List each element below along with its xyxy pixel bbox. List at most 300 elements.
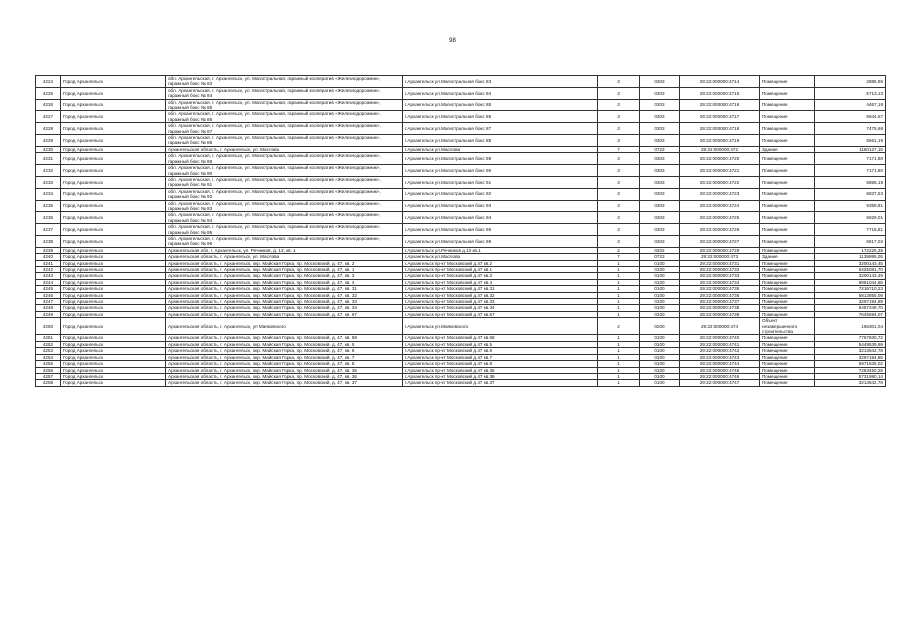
- row-number-cell: 4231: [36, 153, 61, 165]
- cadastral-number-cell: 29:22:000000:4744: [680, 361, 760, 367]
- cadastral-value-cell: 7216710,23: [815, 286, 886, 292]
- full-address-cell: обл. Архангельская, г. Архангельск, ул. Магистральная, гаражный кооператив «Железнодорожник», гаражный бокс № 92: [166, 188, 403, 200]
- cadastral-number-cell: 29:22:000000:4732: [680, 267, 760, 273]
- full-address-cell: Архангельская область, г. Архангельск, ул. Маслова: [166, 146, 403, 152]
- full-address-cell: Архангельская область, г. Архангельск, окр. Майская Горка, пр. Московский, д. 47, кв. 33: [166, 299, 403, 305]
- full-address-cell: обл. Архангельская, г. Архангельск, ул. Магистральная, гаражный кооператив «Железнодорожник», гаражный бокс № 88: [166, 135, 403, 147]
- cadastral-number-cell: 29:22:000000:4726: [680, 224, 760, 236]
- municipality-cell: Город Архангельск: [61, 165, 166, 177]
- type-code-cell: 0303: [640, 176, 680, 188]
- cadastral-value-cell: 7263450,28: [815, 367, 886, 373]
- short-address-cell: г.Архангельск пр-кт Московский д.47 кв.36: [403, 373, 598, 379]
- row-number-cell: 4229: [36, 135, 61, 147]
- cadastral-number-cell: 29:22:000000:4738: [680, 305, 760, 311]
- object-type-cell: Помещение: [760, 286, 815, 292]
- full-address-cell: обл. Архангельская, г. Архангельск, ул. Магистральная, гаражный кооператив «Железнодорожник», гаражный бокс № 83: [166, 76, 403, 88]
- cadastral-number-cell: 29:22:000000:4741: [680, 341, 760, 347]
- type-code-cell: 0303: [640, 123, 680, 135]
- object-type-cell: Помещение: [760, 235, 815, 247]
- cadastral-number-cell: 29:22:000000:474: [680, 318, 760, 335]
- table-row: [36, 76, 886, 88]
- cadastral-number-cell: 29:22:000000:4724: [680, 200, 760, 212]
- type-code-cell: 0100: [640, 373, 680, 379]
- municipality-cell: Город Архангельск: [61, 212, 166, 224]
- cadastral-number-cell: 29:22:000000:4742: [680, 348, 760, 354]
- table-row: [36, 176, 886, 188]
- short-address-cell: г.Архангельск ул.Магистральная бокс 91: [403, 176, 598, 188]
- short-address-cell: г.Архангельск ул.Магистральная бокс 95: [403, 224, 598, 236]
- type-code-cell: 0100: [640, 279, 680, 285]
- cadastral-value-cell: 5425081,70: [815, 267, 886, 273]
- cadastral-value-cell: 2886,96: [815, 76, 886, 88]
- full-address-cell: Архангельская область, г. Архангельск, окр. Майская Горка, пр. Московский, д. 47, кв. 68: [166, 335, 403, 341]
- full-address-cell: Архангельская область, г. Архангельск, окр. Майская Горка, пр. Московский, д. 47, кв. 36: [166, 373, 403, 379]
- short-address-cell: г.Архангельск пр-кт Московский д.47 кв.6: [403, 348, 598, 354]
- type-code-cell: 0303: [640, 153, 680, 165]
- municipality-cell: Город Архангельск: [61, 111, 166, 123]
- municipality-cell: Город Архангельск: [61, 341, 166, 347]
- table-row: [36, 111, 886, 123]
- table-row: [36, 224, 886, 236]
- cadastral-value-cell: 7475,68: [815, 123, 886, 135]
- cadastral-number-cell: 29:22:000000:4731: [680, 260, 760, 266]
- row-number-cell: 4235: [36, 200, 61, 212]
- cadastral-value-cell: 166301,04: [815, 318, 886, 335]
- group-code-cell: 1: [598, 279, 640, 285]
- cadastral-number-cell: 29:22:000000:4715: [680, 87, 760, 99]
- object-type-cell: Здание: [760, 146, 815, 152]
- type-code-cell: 0303: [640, 135, 680, 147]
- cadastral-number-cell: 29:22:000000:4716: [680, 99, 760, 111]
- object-type-cell: Помещение: [760, 224, 815, 236]
- cadastral-value-cell: 1160127,16: [815, 146, 886, 152]
- group-code-cell: 2: [598, 247, 640, 253]
- table-row: [36, 380, 886, 386]
- type-code-cell: 0303: [640, 224, 680, 236]
- short-address-cell: г.Архангельск ул.Магистральная бокс 87: [403, 123, 598, 135]
- short-address-cell: г.Архангельск ул.Магистральная бокс 85: [403, 99, 598, 111]
- group-code-cell: 2: [598, 318, 640, 335]
- cadastral-value-cell: 6855,19: [815, 176, 886, 188]
- type-code-cell: 0303: [640, 212, 680, 224]
- type-code-cell: 0303: [640, 188, 680, 200]
- table-row: [36, 99, 886, 111]
- group-code-cell: 3: [598, 153, 640, 165]
- short-address-cell: г.Архангельск пр-кт Московский д.47 кв.31: [403, 286, 598, 292]
- row-number-cell: 4247: [36, 299, 61, 305]
- group-code-cell: 1: [598, 311, 640, 317]
- type-code-cell: 0303: [640, 76, 680, 88]
- group-code-cell: 3: [598, 87, 640, 99]
- full-address-cell: Архангельская область, г. Архангельск, окр. Майская Горка, пр. Московский, д. 47, кв. 8: [166, 361, 403, 367]
- object-type-cell: Помещение: [760, 200, 815, 212]
- object-type-cell: Помещение: [760, 279, 815, 285]
- full-address-cell: Архангельская область, г. Архангельск, окр. Майская Горка, пр. Московский, д. 47, кв. 32: [166, 292, 403, 298]
- row-number-cell: 4258: [36, 380, 61, 386]
- row-number-cell: 4245: [36, 286, 61, 292]
- full-address-cell: Архангельская область, г. Архангельск, окр. Майская Горка, пр. Московский, д. 47, кв. 67: [166, 311, 403, 317]
- type-code-cell: 0303: [640, 165, 680, 177]
- cadastral-value-cell: 5449539,99: [815, 341, 886, 347]
- cadastral-value-cell: 7718,81: [815, 224, 886, 236]
- municipality-cell: Город Архангельск: [61, 123, 166, 135]
- type-code-cell: 0303: [640, 99, 680, 111]
- full-address-cell: обл. Архангельская, г. Архангельск, ул. Магистральная, гаражный кооператив «Железнодорожник», гаражный бокс № 86: [166, 111, 403, 123]
- group-code-cell: 1: [598, 354, 640, 360]
- row-number-cell: 4253: [36, 348, 61, 354]
- type-code-cell: 0100: [640, 380, 680, 386]
- short-address-cell: г.Архангельск ул.Маяковского: [403, 318, 598, 335]
- cadastral-value-cell: 3200143,49: [815, 273, 886, 279]
- short-address-cell: г.Архангельск пр-кт Московский д.47 кв.7: [403, 354, 598, 360]
- type-code-cell: 0100: [640, 260, 680, 266]
- municipality-cell: Город Архангельск: [61, 292, 166, 298]
- municipality-cell: Город Архангельск: [61, 279, 166, 285]
- type-code-cell: 0100: [640, 273, 680, 279]
- row-number-cell: 4242: [36, 267, 61, 273]
- short-address-cell: г.Архангельск пр-кт Московский д.47 кв.1: [403, 267, 598, 273]
- cadastral-value-cell: 5951044,86: [815, 279, 886, 285]
- full-address-cell: обл. Архангельская, г. Архангельск, ул. Магистральная, гаражный кооператив «Железнодорожник», гаражный бокс № 93: [166, 200, 403, 212]
- municipality-cell: Город Архангельск: [61, 305, 166, 311]
- municipality-cell: Город Архангельск: [61, 267, 166, 273]
- object-type-cell: Помещение: [760, 135, 815, 147]
- type-code-cell: 0303: [640, 111, 680, 123]
- object-type-cell: Помещение: [760, 260, 815, 266]
- type-code-cell: 0100: [640, 286, 680, 292]
- cadastral-number-cell: 29:22:000000:4722: [680, 176, 760, 188]
- cadastral-number-cell: 29:22:000000:4727: [680, 235, 760, 247]
- short-address-cell: г.Архангельск пр-кт Московский д.47 кв.32: [403, 292, 598, 298]
- object-type-cell: Помещение: [760, 299, 815, 305]
- municipality-cell: Город Архангельск: [61, 373, 166, 379]
- group-code-cell: 1: [598, 260, 640, 266]
- municipality-cell: Город Архангельск: [61, 224, 166, 236]
- row-number-cell: 4250: [36, 318, 61, 335]
- group-code-cell: 7: [598, 146, 640, 152]
- row-number-cell: 4224: [36, 76, 61, 88]
- short-address-cell: г.Архангельск ул.Магистральная бокс 83: [403, 76, 598, 88]
- object-type-cell: Здание: [760, 254, 815, 260]
- cadastral-value-cell: 6837,53: [815, 188, 886, 200]
- full-address-cell: Архангельская область, г. Архангельск, ул Маяковского: [166, 318, 403, 335]
- object-type-cell: Помещение: [760, 273, 815, 279]
- short-address-cell: г.Архангельск пр-кт Московский д.47 кв.2: [403, 260, 598, 266]
- object-type-cell: Помещение: [760, 367, 815, 373]
- cadastral-value-cell: 5561,19: [815, 135, 886, 147]
- group-code-cell: 1: [598, 267, 640, 273]
- municipality-cell: Город Архангельск: [61, 286, 166, 292]
- type-code-cell: 0100: [640, 267, 680, 273]
- row-number-cell: 4237: [36, 224, 61, 236]
- short-address-cell: г.Архангельск пр-кт Московский д.47 кв.4: [403, 279, 598, 285]
- group-code-cell: 3: [598, 235, 640, 247]
- short-address-cell: г.Архангельск ул.Магистральная бокс 93: [403, 200, 598, 212]
- municipality-cell: Город Архангельск: [61, 176, 166, 188]
- municipality-cell: Город Архангельск: [61, 354, 166, 360]
- row-number-cell: 4240: [36, 254, 61, 260]
- type-code-cell: 0100: [640, 341, 680, 347]
- page-number: 98: [449, 38, 456, 44]
- type-code-cell: 0100: [640, 311, 680, 317]
- table-row: [36, 188, 886, 200]
- municipality-cell: Город Архангельск: [61, 235, 166, 247]
- short-address-cell: г.Архангельск ул.Магистральная бокс 88: [403, 135, 598, 147]
- object-type-cell: Помещение: [760, 354, 815, 360]
- cadastral-value-cell: 3297194,89: [815, 299, 886, 305]
- municipality-cell: Город Архангельск: [61, 380, 166, 386]
- cadastral-number-cell: 29:22:000000:473: [680, 254, 760, 260]
- group-code-cell: 7: [598, 254, 640, 260]
- full-address-cell: обл. Архангельская, г. Архангельск, ул. Магистральная, гаражный кооператив «Железнодорожник», гаражный бокс № 85: [166, 99, 403, 111]
- full-address-cell: обл. Архангельская, г. Архангельск, ул. Магистральная, гаражный кооператив «Железнодорожник», гаражный бокс № 95: [166, 224, 403, 236]
- short-address-cell: г.Архангельск ул.Магистральная бокс 96: [403, 235, 598, 247]
- cadastral-number-cell: 29:22:000000:4718: [680, 123, 760, 135]
- row-number-cell: 4244: [36, 279, 61, 285]
- group-code-cell: 1: [598, 348, 640, 354]
- cadastral-value-cell: 4467,18: [815, 99, 886, 111]
- short-address-cell: г.Архангельск пр-кт Московский д.47 кв.5: [403, 341, 598, 347]
- short-address-cell: г.Архангельск ул.Маслова: [403, 254, 598, 260]
- cadastral-number-cell: 29:22:000000:4725: [680, 212, 760, 224]
- group-code-cell: 3: [598, 99, 640, 111]
- object-type-cell: Помещение: [760, 165, 815, 177]
- short-address-cell: г.Архангельск пр-кт Московский д.47 кв.8: [403, 361, 598, 367]
- type-code-cell: 0100: [640, 367, 680, 373]
- full-address-cell: обл. Архангельская, г. Архангельск, ул. Магистральная, гаражный кооператив «Железнодорожник», гаражный бокс № 91: [166, 176, 403, 188]
- row-number-cell: 4225: [36, 87, 61, 99]
- cadastral-number-cell: 29:22:000000:4739: [680, 311, 760, 317]
- short-address-cell: г.Архангельск пр-кт Московский д.47 кв.68: [403, 335, 598, 341]
- full-address-cell: Архангельская область, г. Архангельск, окр. Майская Горка, пр. Московский, д. 47, кв. 31: [166, 286, 403, 292]
- object-type-cell: Помещение: [760, 176, 815, 188]
- group-code-cell: 3: [598, 212, 640, 224]
- type-code-cell: 0202: [640, 247, 680, 253]
- table-row: [36, 153, 886, 165]
- cadastral-value-cell: 7767830,72: [815, 335, 886, 341]
- cadastral-value-cell: 1139995,05: [815, 254, 886, 260]
- cadastral-number-cell: 29:22:000000:4729: [680, 247, 760, 253]
- cadastral-number-cell: 29:22:000000:4745: [680, 367, 760, 373]
- cadastral-number-cell: 29:22:000000:4740: [680, 335, 760, 341]
- table-row: [36, 200, 886, 212]
- short-address-cell: г.Архангельск ул.Магистральная бокс 92: [403, 188, 598, 200]
- type-code-cell: 0303: [640, 200, 680, 212]
- row-number-cell: 4236: [36, 212, 61, 224]
- short-address-cell: г.Архангельск пр-кт Московский д.47 кв.67: [403, 311, 598, 317]
- municipality-cell: Город Архангельск: [61, 146, 166, 152]
- full-address-cell: обл. Архангельская, г. Архангельск, ул. Магистральная, гаражный кооператив «Железнодорожник», гаражный бокс № 84: [166, 87, 403, 99]
- full-address-cell: Архангельская область, г. Архангельск, окр. Майская Горка, пр. Московский, д. 47, кв. 4: [166, 279, 403, 285]
- table-row: [36, 87, 886, 99]
- cadastral-value-cell: 6617,02: [815, 235, 886, 247]
- cadastral-value-cell: 5713,13: [815, 87, 886, 99]
- municipality-cell: Город Архангельск: [61, 200, 166, 212]
- type-code-cell: 0100: [640, 335, 680, 341]
- row-number-cell: 4227: [36, 111, 61, 123]
- group-code-cell: 1: [598, 273, 640, 279]
- cadastral-table: [35, 75, 886, 387]
- short-address-cell: г.Архангельск ул.Речников д.13 кв.1: [403, 247, 598, 253]
- row-number-cell: 4226: [36, 99, 61, 111]
- full-address-cell: Архангельская обл, г. Архангельск, ул. Речников, д. 13, кв. 1: [166, 247, 403, 253]
- object-type-cell: Помещение: [760, 123, 815, 135]
- row-number-cell: 4251: [36, 335, 61, 341]
- object-type-cell: Помещение: [760, 76, 815, 88]
- full-address-cell: обл. Архангельская, г. Архангельск, ул. Магистральная, гаражный кооператив «Железнодорожник», гаражный бокс № 90: [166, 165, 403, 177]
- cadastral-number-cell: 29:22:000000:4737: [680, 299, 760, 305]
- municipality-cell: Город Архангельск: [61, 153, 166, 165]
- object-type-cell: Помещение: [760, 99, 815, 111]
- short-address-cell: г.Архангельск ул.Магистральная бокс 86: [403, 111, 598, 123]
- object-type-cell: Помещение: [760, 267, 815, 273]
- cadastral-value-cell: 3213642,78: [815, 380, 886, 386]
- row-number-cell: 4256: [36, 367, 61, 373]
- short-address-cell: г.Архангельск пр-кт Московский д.47 кв.33: [403, 299, 598, 305]
- municipality-cell: Город Архангельск: [61, 99, 166, 111]
- group-code-cell: 3: [598, 176, 640, 188]
- object-type-cell: Помещение: [760, 153, 815, 165]
- full-address-cell: Архангельская область, г. Архангельск, окр. Майская Горка, пр. Московский, д. 47, кв. 2: [166, 260, 403, 266]
- row-number-cell: 4257: [36, 373, 61, 379]
- municipality-cell: Город Архангельск: [61, 311, 166, 317]
- short-address-cell: г.Архангельск пр-кт Московский д.47 кв.35: [403, 367, 598, 373]
- cadastral-number-cell: 29:22:000000:4747: [680, 380, 760, 386]
- type-code-cell: 0303: [640, 235, 680, 247]
- type-code-cell: 0200: [640, 318, 680, 335]
- municipality-cell: Город Архангельск: [61, 247, 166, 253]
- cadastral-number-cell: 29:22:000000:4734: [680, 279, 760, 285]
- object-type-cell: Помещение: [760, 335, 815, 341]
- group-code-cell: 3: [598, 111, 640, 123]
- object-type-cell: Помещение: [760, 292, 815, 298]
- group-code-cell: 1: [598, 341, 640, 347]
- table-row: [36, 123, 886, 135]
- municipality-cell: Город Архангельск: [61, 367, 166, 373]
- row-number-cell: 4254: [36, 354, 61, 360]
- cadastral-value-cell: 7171,80: [815, 153, 886, 165]
- group-code-cell: 3: [598, 135, 640, 147]
- cadastral-value-cell: 3213642,78: [815, 348, 886, 354]
- group-code-cell: 3: [598, 200, 640, 212]
- object-type-cell: Помещение: [760, 361, 815, 367]
- full-address-cell: обл. Архангельская, г. Архангельск, ул. Магистральная, гаражный кооператив «Железнодорожник», гаражный бокс № 96: [166, 235, 403, 247]
- group-code-cell: 1: [598, 299, 640, 305]
- group-code-cell: 1: [598, 305, 640, 311]
- municipality-cell: Город Архангельск: [61, 299, 166, 305]
- row-number-cell: 4238: [36, 235, 61, 247]
- row-number-cell: 4255: [36, 361, 61, 367]
- short-address-cell: г.Архангельск ул.Маслова: [403, 146, 598, 152]
- group-code-cell: 1: [598, 380, 640, 386]
- cadastral-value-cell: 3200143,45: [815, 260, 886, 266]
- short-address-cell: г.Архангельск пр-кт Московский д.47 кв.37: [403, 380, 598, 386]
- short-address-cell: г.Архангельск ул.Магистральная бокс 94: [403, 212, 598, 224]
- cadastral-number-cell: 29:22:000000:4720: [680, 153, 760, 165]
- row-number-cell: 4243: [36, 273, 61, 279]
- cadastral-value-cell: 5813855,09: [815, 292, 886, 298]
- cadastral-number-cell: 29:22:000000:4733: [680, 273, 760, 279]
- object-type-cell: Помещение: [760, 87, 815, 99]
- group-code-cell: 3: [598, 188, 640, 200]
- group-code-cell: 3: [598, 165, 640, 177]
- table-row: [36, 318, 886, 335]
- object-type-cell: Помещение: [760, 311, 815, 317]
- short-address-cell: г.Архангельск пр-кт Московский д.47 кв.34: [403, 305, 598, 311]
- municipality-cell: Город Архангельск: [61, 254, 166, 260]
- object-type-cell: Помещение: [760, 247, 815, 253]
- cadastral-number-cell: 29:22:000000:4735: [680, 286, 760, 292]
- group-code-cell: 3: [598, 123, 640, 135]
- full-address-cell: Архангельская область, г. Архангельск, окр. Майская Горка, пр. Московский, д. 47, кв. 6: [166, 348, 403, 354]
- row-number-cell: 4232: [36, 165, 61, 177]
- group-code-cell: 1: [598, 292, 640, 298]
- table-row: [36, 212, 886, 224]
- full-address-cell: Архангельская область, г. Архангельск, окр. Майская Горка, пр. Московский, д. 47, кв. 34: [166, 305, 403, 311]
- type-code-cell: 0723: [640, 254, 680, 260]
- row-number-cell: 4239: [36, 247, 61, 253]
- row-number-cell: 4252: [36, 341, 61, 347]
- cadastral-value-cell: 5457249,70: [815, 305, 886, 311]
- object-type-cell: Помещение: [760, 373, 815, 379]
- table-row: [36, 235, 886, 247]
- object-type-cell: Помещение: [760, 380, 815, 386]
- municipality-cell: Город Архангельск: [61, 348, 166, 354]
- full-address-cell: Архангельская область, г. Архангельск, окр. Майская Горка, пр. Московский, д. 47, кв. 35: [166, 367, 403, 373]
- cadastral-number-cell: 29:22:000000:4719: [680, 135, 760, 147]
- type-code-cell: 0100: [640, 299, 680, 305]
- type-code-cell: 0100: [640, 305, 680, 311]
- municipality-cell: Город Архангельск: [61, 335, 166, 341]
- short-address-cell: г.Архангельск пр-кт Московский д.47 кв.3: [403, 273, 598, 279]
- object-type-cell: Помещение: [760, 348, 815, 354]
- row-number-cell: 4246: [36, 292, 61, 298]
- type-code-cell: 0100: [640, 292, 680, 298]
- full-address-cell: Архангельская область, г. Архангельск, окр. Майская Горка, пр. Московский, д. 47, кв. 3: [166, 273, 403, 279]
- cadastral-value-cell: 7171,80: [815, 165, 886, 177]
- full-address-cell: Архангельская область, г. Архангельск, окр. Майская Горка, пр. Московский, д. 47, кв. 37: [166, 380, 403, 386]
- cadastral-number-cell: 29:22:000000:4746: [680, 373, 760, 379]
- cadastral-value-cell: 7645594,07: [815, 311, 886, 317]
- type-code-cell: 0100: [640, 354, 680, 360]
- cadastral-number-cell: 29:22:000000:4714: [680, 76, 760, 88]
- short-address-cell: г.Архангельск ул.Магистральная бокс 84: [403, 87, 598, 99]
- short-address-cell: г.Архангельск ул.Магистральная бокс 90: [403, 165, 598, 177]
- municipality-cell: Город Архангельск: [61, 260, 166, 266]
- table-row: [36, 135, 886, 147]
- row-number-cell: 4228: [36, 123, 61, 135]
- row-number-cell: 4249: [36, 311, 61, 317]
- municipality-cell: Город Архангельск: [61, 188, 166, 200]
- type-code-cell: 0100: [640, 361, 680, 367]
- object-type-cell: Помещение: [760, 188, 815, 200]
- cadastral-value-cell: 5829,01: [815, 212, 886, 224]
- full-address-cell: Архангельская область, г. Архангельск, окр. Майская Горка, пр. Московский, д. 47, кв. 1: [166, 267, 403, 273]
- row-number-cell: 4233: [36, 176, 61, 188]
- type-code-cell: 0100: [640, 348, 680, 354]
- group-code-cell: 1: [598, 367, 640, 373]
- object-type-cell: Помещение: [760, 212, 815, 224]
- cadastral-number-cell: 29:22:000000:4736: [680, 292, 760, 298]
- group-code-cell: 3: [598, 76, 640, 88]
- cadastral-number-cell: 29:22:000000:472: [680, 146, 760, 152]
- cadastral-value-cell: 5731980,14: [815, 373, 886, 379]
- group-code-cell: 1: [598, 373, 640, 379]
- cadastral-value-cell: 172225,35: [815, 247, 886, 253]
- cadastral-value-cell: 9359,81: [815, 200, 886, 212]
- table-row: [36, 165, 886, 177]
- row-number-cell: 4230: [36, 146, 61, 152]
